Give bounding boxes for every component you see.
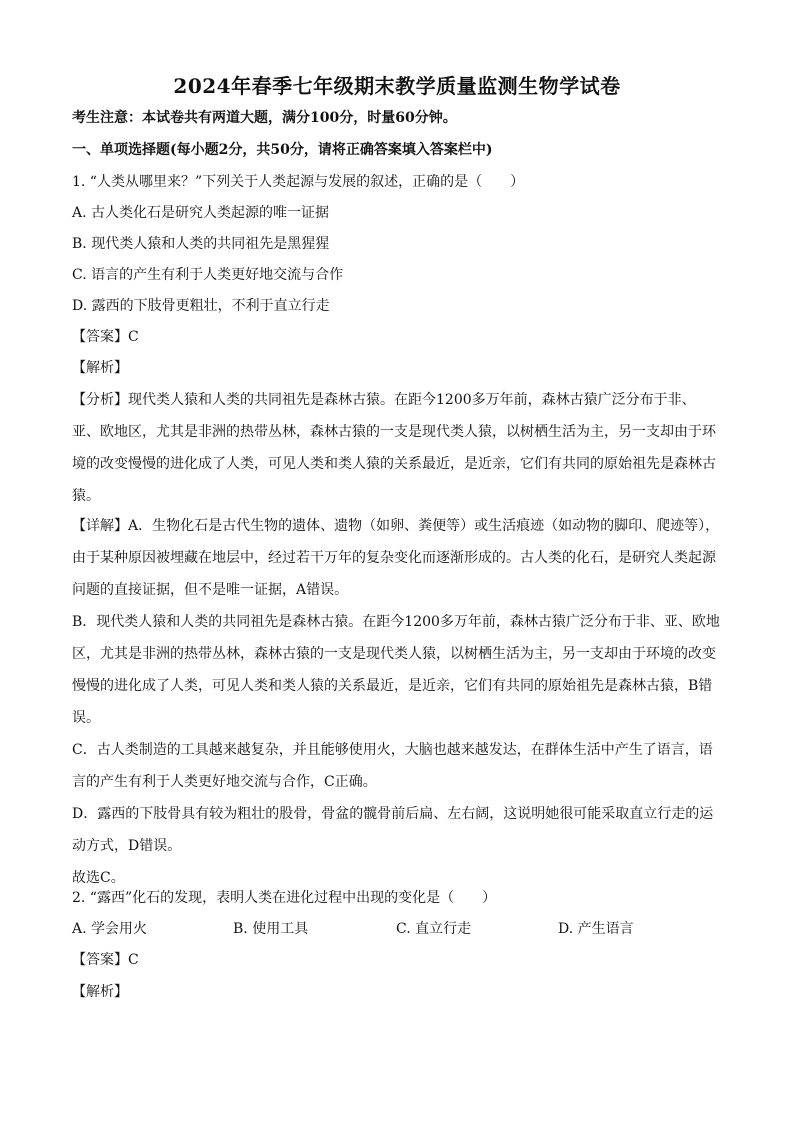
details-line: 由于某种原因被埋藏在地层中，经过若干万年的复杂变化而逐渐形成的。古人类的化石，是研究人类起源 <box>72 550 716 566</box>
details-line: C．古人类制造的工具越来越复杂，并且能够使用火，大脑也越来越发达，在群体生活中产生了语言，语 <box>72 742 713 758</box>
question-2-option-a: A. 学会用火 <box>72 921 148 937</box>
question-2-answer: 【答案】C <box>72 952 139 968</box>
question-1-answer: 【答案】C <box>72 329 139 345</box>
analysis-line: 亚、欧地区，尤其是非洲的热带丛林，森林古猿的一支是现代类人猿，以树栖生活为主，另一支却由于环 <box>72 424 716 440</box>
details-line: 慢慢的进化成了人类，可见人类和类人猿的关系最近，是近亲，它们有共同的原始祖先是森林古猿，B错 <box>72 678 713 694</box>
analysis-line: 【分析】现代类人猿和人类的共同祖先是森林古猿。在距今1200多万年前，森林古猿广泛分布于非、 <box>72 392 696 408</box>
question-1-option-a: A. 古人类化石是研究人类起源的唯一证据 <box>72 205 330 221</box>
question-2-option-b: B. 使用工具 <box>233 921 309 937</box>
question-1-option-b: B. 现代类人猿和人类的共同祖先是黑猩猩 <box>72 236 330 252</box>
question-2-stem: 2. “露西”化石的发现，表明人类在进化过程中出现的变化是（ ） <box>72 890 497 906</box>
details-line: B．现代类人猿和人类的共同祖先是森林古猿。在距今1200多万年前，森林古猿广泛分布于非、亚、欧地 <box>72 614 720 630</box>
analysis-line: 境的改变慢慢的进化成了人类，可见人类和类人猿的关系最近，是近亲，它们有共同的原始祖先是森林古 <box>72 456 716 472</box>
question-1-option-d: D. 露西的下肢骨更粗壮，不利于直立行走 <box>72 298 330 314</box>
exam-notice: 考生注意：本试卷共有两道大题，满分100分，时量60分钟。 <box>72 110 457 126</box>
details-line: 言的产生有利于人类更好地交流与合作，C正确。 <box>72 774 377 790</box>
question-1-stem: 1. “人类从哪里来？”下列关于人类起源与发展的叙述，正确的是（ ） <box>72 174 525 190</box>
details-line: 【详解】A．生物化石是古代生物的遗体、遗物（如卵、粪便等）或生活痕迹（如动物的脚印、爬迹等）， <box>72 518 720 534</box>
question-1-analysis <box>72 384 722 512</box>
details-line: 故选C。 <box>72 870 125 886</box>
analysis-line: 猿。 <box>72 488 100 504</box>
page-title: 2024年春季七年级期末教学质量监测生物学试卷 <box>173 74 621 98</box>
section-heading: 一、单项选择题(每小题2分，共50分，请将正确答案填入答案栏中) <box>72 142 493 158</box>
question-2-explanation-label: 【解析】 <box>72 984 128 1000</box>
question-1-details <box>72 510 722 894</box>
details-line: 误。 <box>72 710 100 726</box>
details-line: 问题的直接证据，但不是唯一证据，A错误。 <box>72 582 349 598</box>
question-1-option-c: C. 语言的产生有利于人类更好地交流与合作 <box>72 267 344 283</box>
details-line: 区，尤其是非洲的热带丛林，森林古猿的一支是现代类人猿，以树栖生活为主，另一支却由于环境的改变 <box>72 646 716 662</box>
question-1-explanation-label: 【解析】 <box>72 360 128 376</box>
question-2-option-d: D. 产生语言 <box>558 921 634 937</box>
details-line: 动方式，D错误。 <box>72 838 182 854</box>
details-line: D．露西的下肢骨具有较为粗壮的股骨，骨盆的髋骨前后扁、左右阔，这说明她很可能采取直立行走的运 <box>72 806 714 822</box>
question-2-option-c: C. 直立行走 <box>396 921 472 937</box>
